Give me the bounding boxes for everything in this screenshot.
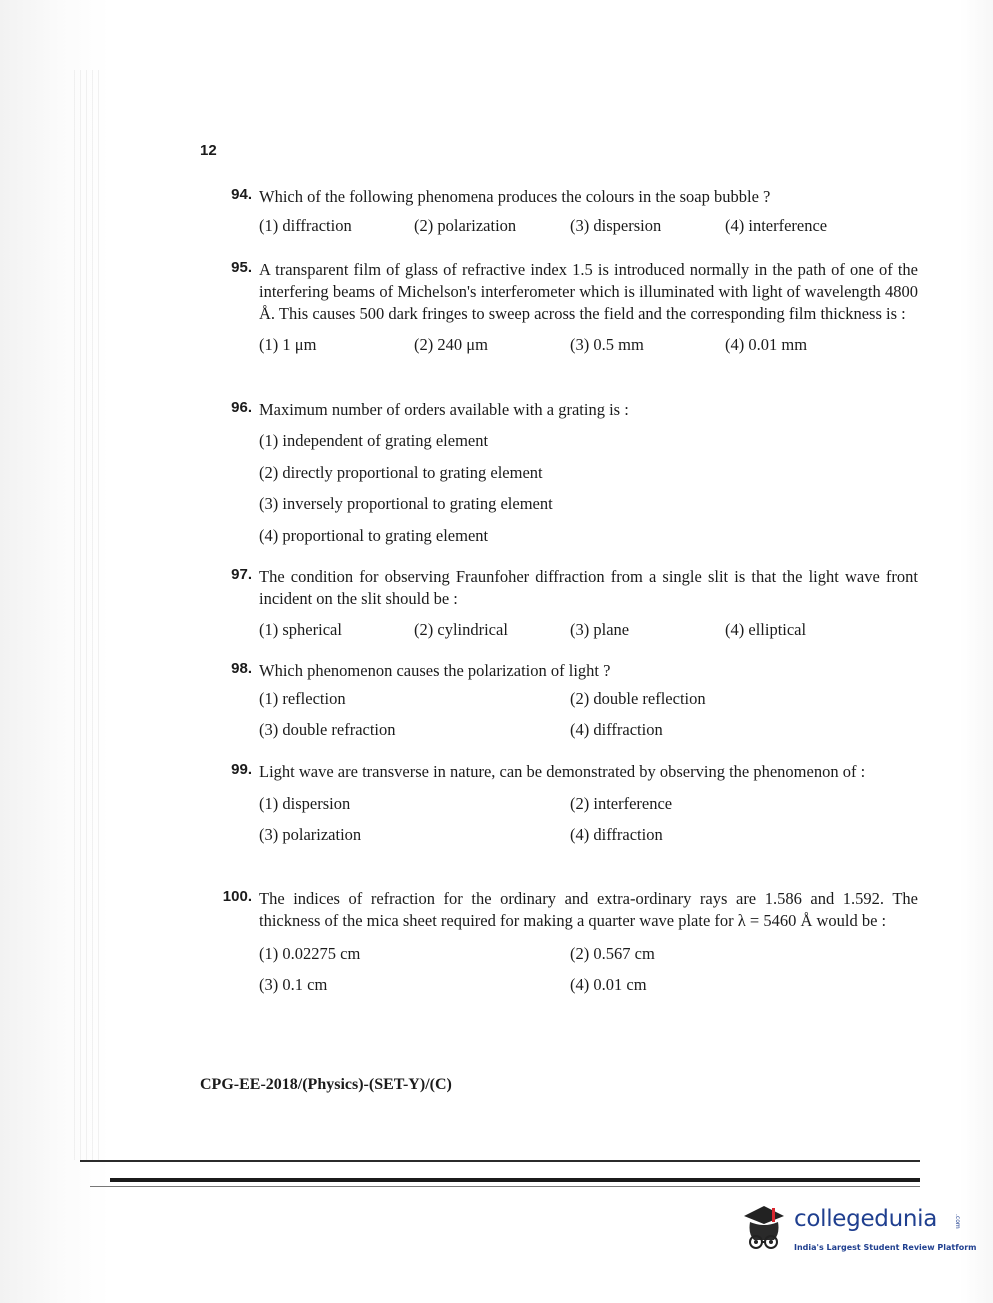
option-1: (1) diffraction <box>259 216 352 235</box>
option-1: (1) independent of grating element <box>259 431 489 450</box>
option-3: (3) double refraction <box>259 720 396 739</box>
option-2: (2) interference <box>570 794 673 813</box>
brand-tagline: India's Largest Student Review Platform <box>794 1243 977 1252</box>
question-text: Which phenomenon causes the polarization of light ? <box>259 661 611 680</box>
graduate-mascot-icon <box>738 1200 790 1254</box>
options-grid <box>259 682 918 744</box>
option-1: (1) 0.02275 cm <box>259 944 361 963</box>
question-95 <box>200 259 918 355</box>
option-3: (3) inversely proportional to grating element <box>259 494 553 513</box>
question-98 <box>200 660 918 744</box>
question-99 <box>200 761 918 845</box>
question-text: Light wave are transverse in nature, can be demonstrated by observing the phenomenon of : <box>259 762 866 781</box>
question-text: A transparent film of glass of refractive index 1.5 is introduced normally in the path of one of the interfering beams of Michelson's interferometer which is illuminated with light of wavelength 4800 Å. This causes 500 dark fringes to sweep across the field and the corresponding film thickness is : <box>259 260 918 323</box>
question-number: 97. <box>231 566 252 583</box>
options-row <box>259 208 918 238</box>
scan-binding-edge <box>74 70 104 1160</box>
option-3: (3) 0.5 mm <box>570 335 644 354</box>
options-grid <box>259 783 918 845</box>
page-number: 12 <box>200 142 217 159</box>
brand-name: collegedunia <box>794 1206 938 1232</box>
option-1: (1) reflection <box>259 689 346 708</box>
question-94 <box>200 186 918 238</box>
option-4: (4) elliptical <box>725 620 807 639</box>
option-2: (2) double reflection <box>570 689 706 708</box>
bottom-rule <box>80 1160 920 1162</box>
options-grid <box>259 932 918 994</box>
question-text: Maximum number of orders available with a grating is : <box>259 400 629 419</box>
option-2: (2) directly proportional to grating element <box>259 462 543 482</box>
question-text: Which of the following phenomena produces the colours in the soap bubble ? <box>259 187 771 206</box>
option-4: (4) interference <box>725 216 828 235</box>
option-2: (2) 0.567 cm <box>570 944 655 963</box>
paper-code-footer: CPG-EE-2018/(Physics)-(SET-Y)/(C) <box>200 1076 452 1093</box>
option-3: (3) plane <box>570 620 630 639</box>
brand-domain: .com <box>954 1214 961 1229</box>
option-2: (2) polarization <box>414 216 517 235</box>
options-row <box>259 610 918 640</box>
question-97 <box>200 566 918 640</box>
options-list <box>259 425 918 551</box>
question-96 <box>200 399 918 551</box>
option-2: (2) 240 μm <box>414 335 488 354</box>
question-number: 98. <box>231 660 252 677</box>
option-3: (3) dispersion <box>570 216 662 235</box>
option-4: (4) diffraction <box>570 720 663 739</box>
question-number: 100. <box>222 888 252 905</box>
option-4: (4) 0.01 cm <box>570 975 647 994</box>
question-number: 95. <box>231 259 252 276</box>
bottom-rule-thick <box>110 1178 920 1182</box>
option-1: (1) 1 μm <box>259 335 317 354</box>
question-number: 96. <box>231 399 252 416</box>
bottom-rule-thin <box>90 1186 920 1187</box>
option-4: (4) 0.01 mm <box>725 335 808 354</box>
option-4: (4) proportional to grating element <box>259 525 489 545</box>
option-4: (4) diffraction <box>570 825 663 844</box>
option-1: (1) dispersion <box>259 794 351 813</box>
question-number: 99. <box>231 761 252 778</box>
question-text: The condition for observing Fraunfoher diffraction from a single slit is that the light wave front incident on the slit should be : <box>259 567 918 608</box>
collegedunia-watermark <box>738 1200 977 1260</box>
option-3: (3) 0.1 cm <box>259 975 328 994</box>
question-text: The indices of refraction for the ordinary and extra-ordinary rays are 1.586 and 1.592. The thickness of the mica sheet required for making a quarter wave plate for λ = 5460 Å would be : <box>259 889 918 930</box>
option-3: (3) polarization <box>259 825 362 844</box>
option-2: (2) cylindrical <box>414 620 508 639</box>
option-1: (1) spherical <box>259 620 342 639</box>
question-100 <box>200 888 918 994</box>
question-number: 94. <box>231 186 252 203</box>
options-row <box>259 325 918 355</box>
